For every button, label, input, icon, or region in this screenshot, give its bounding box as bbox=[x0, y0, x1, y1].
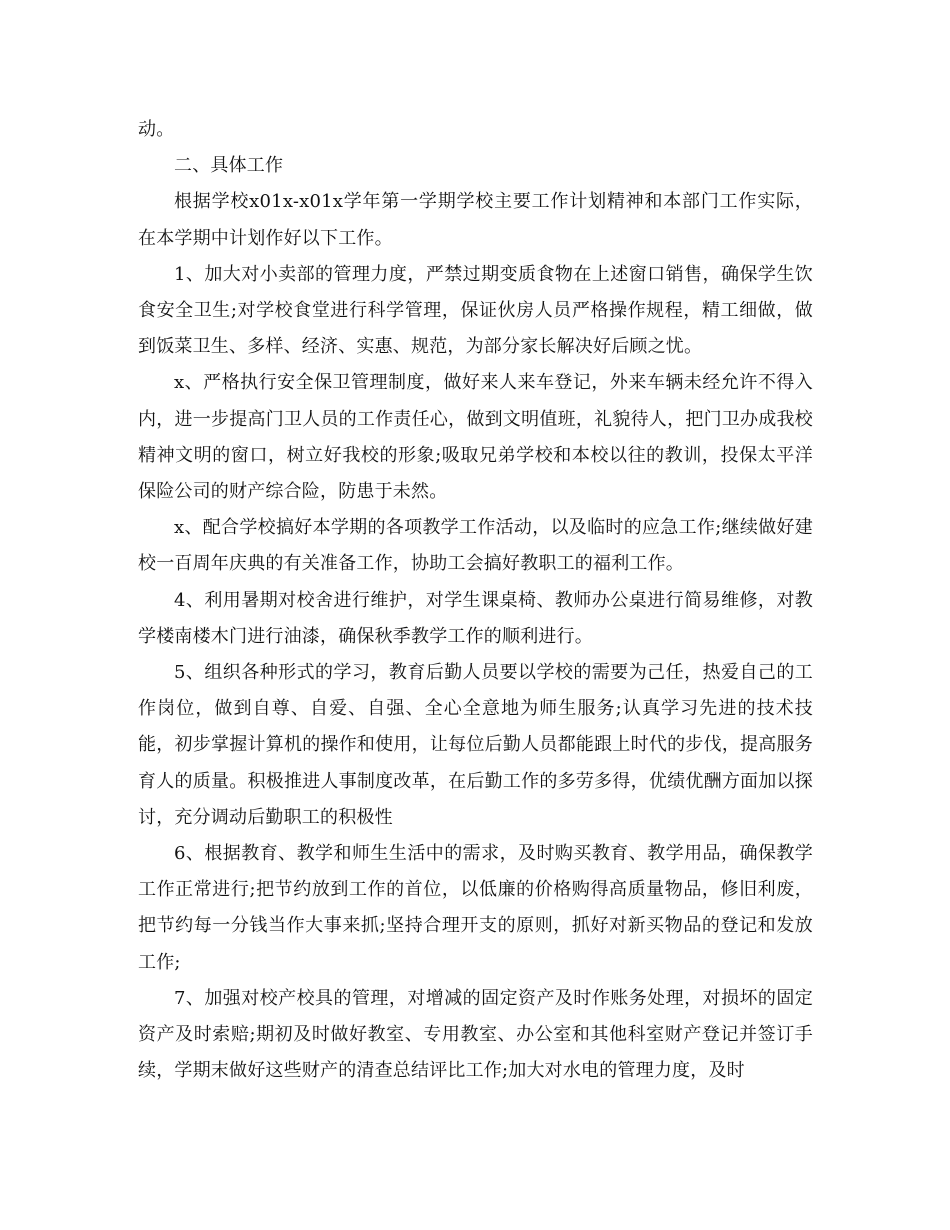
paragraph-item-5: 5、组织各种形式的学习，教育后勤人员要以学校的需要为己任，热爱自己的工作岗位，做到自尊、自爱、自强、全心全意地为师生服务;认真学习先进的技术技能，初步掌握计算机的操作和使用，让每位后勤人员都能跟上时代的步伐，提高服务育人的质量。积极推进人事制度改革，在后勤工作的多劳多得，优绩优酬方面加以探讨，充分调动后勤职工的积极性 bbox=[138, 662, 813, 828]
paragraph-item-1: 1、加大对小卖部的管理力度，严禁过期变质食物在上述窗口销售，确保学生饮食安全卫生;对学校食堂进行科学管理，保证伙房人员严格操作规程，精工细做，做到饭菜卫生、多样、经济、实惠、规范，为部分家长解决好后顾之忧。 bbox=[138, 263, 813, 358]
paragraph-intro: 根据学校x01x-x01x学年第一学期学校主要工作计划精神和本部门工作实际，在本学期中计划作好以下工作。 bbox=[138, 191, 813, 249]
paragraph-item-6: 6、根据教育、教学和师生生活中的需求，及时购买教育、教学用品，确保教学工作正常进行;把节约放到工作的首位，以低廉的价格购得高质量物品，修旧利废，把节约每一分钱当作大事来抓;坚持合理开支的原则，抓好对新买物品的登记和发放工作; bbox=[138, 843, 813, 973]
document-page bbox=[138, 112, 813, 1089]
paragraph-item-3: x、配合学校搞好本学期的各项教学工作活动，以及临时的应急工作;继续做好建校一百周年庆典的有关准备工作，协助工会搞好教职工的福利工作。 bbox=[138, 517, 813, 575]
paragraph-item-4: 4、利用暑期对校舍进行维护，对学生课桌椅、教师办公桌进行简易维修，对教学楼南楼木门进行油漆，确保秋季教学工作的顺利进行。 bbox=[138, 589, 813, 647]
section-heading: 二、具体工作 bbox=[174, 155, 284, 177]
paragraph-item-2: x、严格执行安全保卫管理制度，做好来人来车登记，外来车辆未经允许不得入内，进一步提高门卫人员的工作责任心，做到文明值班，礼貌待人，把门卫办成我校精神文明的窗口，树立好我校的形象;吸取兄弟学校和本校以往的教训，投保太平洋保险公司的财产综合险，防患于未然。 bbox=[138, 372, 813, 503]
paragraph-continuation: 动。 bbox=[138, 119, 175, 140]
paragraph-item-7: 7、加强对校产校具的管理，对增减的固定资产及时作账务处理，对损坏的固定资产及时索赔;期初及时做好教室、专用教室、办公室和其他科室财产登记并签订手续，学期末做好这些财产的清查总结评比工作;加大对水电的管理力度，及时 bbox=[138, 987, 813, 1082]
